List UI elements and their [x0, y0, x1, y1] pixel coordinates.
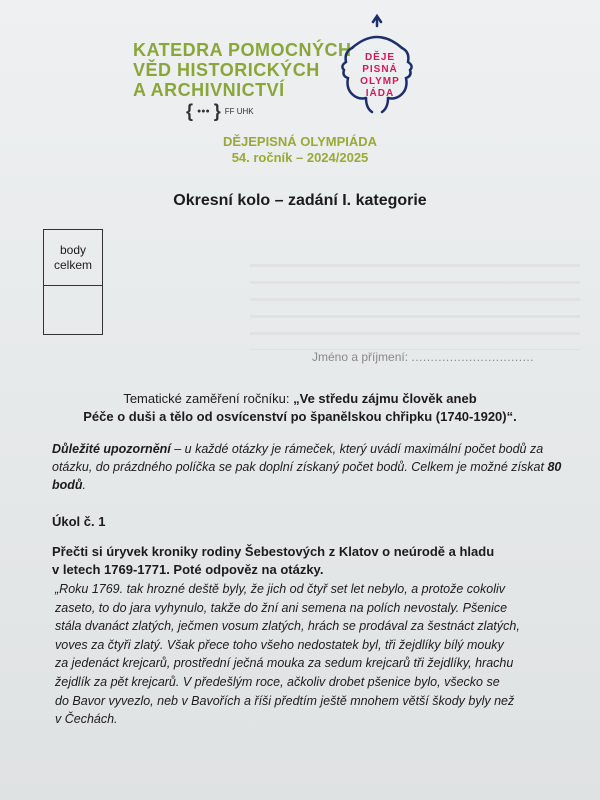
- score-box-label: [44, 230, 102, 286]
- brace-left-icon: {: [186, 101, 194, 121]
- theme-line-2: Péče o duši a tělo od osvícenství po španělskou chřipku (1740-1920)“.: [83, 409, 517, 424]
- reverse-page-show-through: [250, 250, 580, 350]
- quote-line: stála dvanáct zlatých, ječmen vosum zlatých, hrách se prodával za šestnáct zlatých,: [55, 619, 520, 634]
- katedra-line-1: KATEDRA POMOCNÝCH: [133, 40, 352, 60]
- katedra-line-3: A ARCHIVNICTVÍ: [133, 80, 285, 100]
- notice-end: .: [82, 478, 87, 492]
- logo-letters-3: OLYMP: [360, 76, 400, 87]
- olympiad-title-block: [0, 134, 600, 166]
- brace-right-icon: }: [213, 101, 221, 121]
- dots-icon: ●●●: [197, 108, 210, 115]
- important-notice: [52, 440, 562, 494]
- page-title: Okresní kolo – zadání I. kategorie: [173, 192, 427, 209]
- faculty-mark: [186, 101, 254, 122]
- quote-line: „Roku 1769. tak hrozné deště byly, že jich od čtyř set let nebylo, a protože cokoliv: [55, 582, 505, 596]
- quote-line: za jedenáct krejcarů, prostřední ječná mouka za sedum krejcarů tři žejdlíky, hrachu: [55, 656, 514, 671]
- quote-line: žejdlík za pět krejcarů. V předešlým roce, ačkoliv drobet pšenice bylo, všecko se: [55, 674, 500, 689]
- score-label-line-1: body: [59, 243, 87, 257]
- score-entry-cell[interactable]: [44, 286, 102, 332]
- quote-line: voves za čtyři zlatý. Však přece toho všeho nedostatek byl, tři žejdlíky bílý mouky: [55, 637, 504, 652]
- notice-text: – u každé otázky je rámeček, který uvádí maximální počet bodů za otázku, do prázdného políčka se pak doplní získaný počet bodů. Celkem je možné získat: [52, 442, 548, 474]
- notice-points: 80 bodů: [52, 460, 562, 492]
- olympiad-name: DĚJEPISNÁ OLYMPIÁDA: [222, 134, 378, 149]
- theme-prefix: Tematické zaměření ročníku:: [123, 391, 294, 406]
- theme-line-1: „Ve středu zájmu člověk aneb: [293, 391, 477, 406]
- name-field-label: Jméno a příjmení:: [312, 350, 409, 364]
- katedra-logo: [133, 40, 352, 100]
- logo-letters-4: IÁDA: [365, 88, 395, 99]
- quote-line: do Bavor vyvezlo, neb v Bavořích a říši předtím ještě mnohem větší škody byly než: [55, 693, 515, 708]
- faculty-label: FF UHK: [224, 107, 254, 116]
- name-field[interactable]: [312, 350, 534, 364]
- instruction-line-1: Přečti si úryvek kroniky rodiny Šebestových z Klatov o neúrodě a hladu: [52, 544, 495, 559]
- name-field-dots: ................................: [411, 350, 535, 364]
- katedra-line-2: VĚD HISTORICKÝCH: [133, 60, 320, 80]
- quote-line: zaseto, to do jara vyhynulo, takže do žní ani semena na polích nevostaly. Pšenice: [55, 600, 508, 615]
- instruction-line-2: v letech 1769-1771. Poté odpověz na otázky.: [52, 562, 324, 577]
- theme-block: [0, 390, 600, 426]
- score-label-line-2: celkem: [53, 258, 92, 272]
- task-label: Úkol č. 1: [52, 514, 106, 529]
- total-score-box: [43, 229, 103, 335]
- task-instruction: [52, 543, 572, 579]
- logo-letters-1: DĚJE: [364, 52, 396, 63]
- chronicle-excerpt: [55, 580, 570, 729]
- logo-letters-2: PISNÁ: [362, 64, 398, 75]
- quote-line: v Čechách.: [55, 712, 118, 727]
- notice-heading: Důležité upozornění: [52, 442, 171, 456]
- olympiad-logo-text: [355, 52, 405, 100]
- olympiad-edition: 54. ročník – 2024/2025: [231, 150, 369, 165]
